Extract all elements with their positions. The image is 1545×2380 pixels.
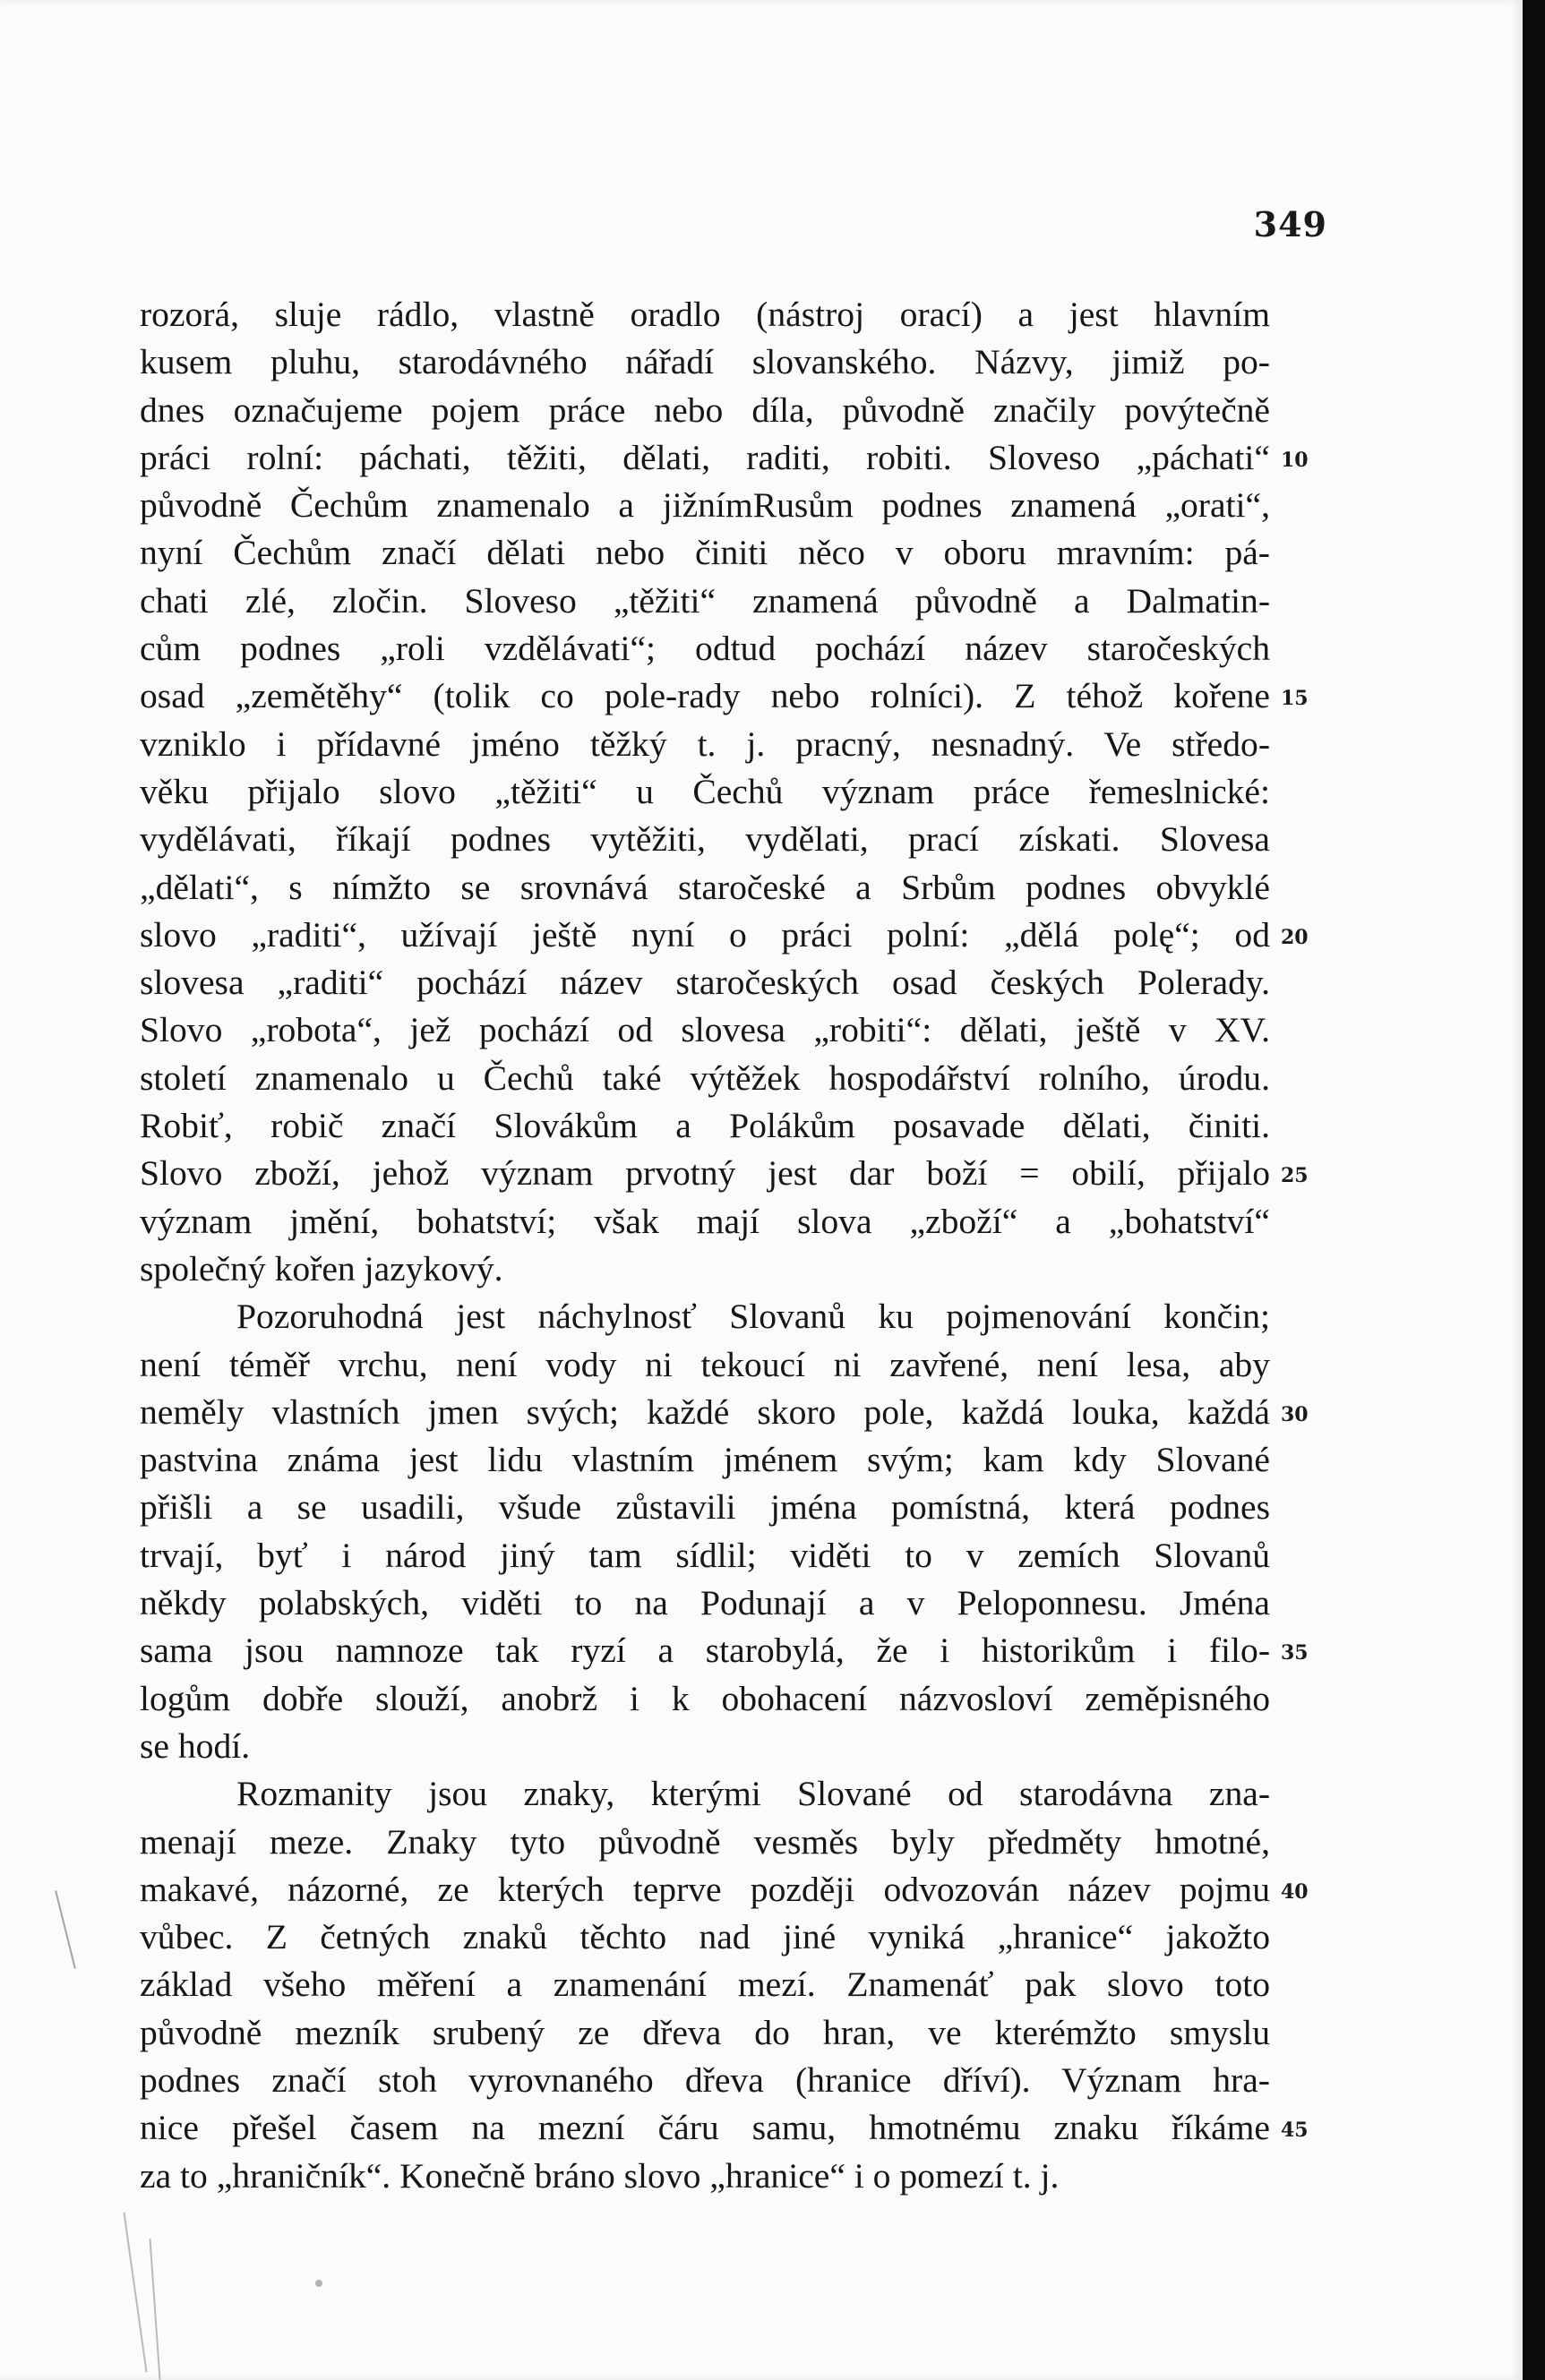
scan-artifact [55,1890,76,1969]
text-line: základ všeho měření a znamenání mezí. Znamenáť pak slovo toto [140,1965,1270,2005]
text-line: Pozoruhodná jest náchylnosť Slovanů ku pojmenování končin; [236,1297,1270,1337]
text-line: nice přešel časem na mezní čáru samu, hmotnému znaku říkáme [140,2108,1270,2148]
text-line: slovesa „raditi“ pochází název staročeských osad českých Polerady. [140,963,1270,1003]
page-number: 349 [1253,204,1327,244]
text-line: věku přijalo slovo „těžiti“ u Čechů význam práce řemeslnické: [140,771,1270,811]
text-line: Robiť, robič značí Slovákům a Polákům posavade dělati, činiti. [140,1106,1270,1146]
line-number: 10 [1281,448,1309,472]
text-line: menají meze. Znaky tyto původně vesměs byly předměty hmotné, [140,1821,1270,1862]
text-line: význam jmění, bohatství; však mají slova „zboží“ a „bohatství“ [140,1201,1270,1241]
body-text [140,291,1270,2200]
text-line: pastvina známa jest lidu vlastním jménem svým; kam kdy Slované [140,1440,1270,1480]
scan-border [1523,0,1545,2380]
text-line: nyní Čechům značí dělati nebo činiti něco v oboru mravním: pá- [140,533,1270,573]
text-line: původně mezník srubený ze dřeva do hran, ve kterémžto smyslu [140,2012,1270,2052]
scan-artifact [123,2213,147,2373]
text-line: rozorá, sluje rádlo, vlastně oradlo (nástroj orací) a jest hlavním [140,295,1270,334]
scan-artifact [149,2239,160,2380]
text-line: podnes značí stoh vyrovnaného dřeva (hranice dříví). Význam hra- [140,2059,1270,2100]
text-line: dnes označujeme pojem práce nebo díla, původně značily povýtečně [140,390,1270,430]
text-line: „dělati“, s nímžto se srovnává staročeské a Srbům podnes obvyklé [140,867,1270,907]
text-line: původně Čechům znamenalo a jižnímRusům podnes znamená „orati“, [140,485,1270,526]
text-line: chati zlé, zločin. Sloveso „těžiti“ znamená původně a Dalmatin- [140,580,1270,621]
text-line: neměly vlastních jmen svých; každé skoro pole, každá louka, každá [140,1391,1270,1432]
text-line: přišli a se usadili, všude zůstavili jména pomístná, která podnes [140,1487,1270,1528]
scan-artifact [315,2280,322,2287]
text-line: vzniklo i přídavné jméno těžký t. j. pracný, nesnadný. Ve středo- [140,723,1270,764]
text-line: Slovo „robota“, jež pochází od slovesa „robiti“: dělati, ještě v XV. [140,1010,1270,1050]
text-line: není téměř vrchu, není vody ni tekoucí ni zavřené, není lesa, aby [140,1344,1270,1384]
text-line: někdy polabských, viděti to na Podunají a v Peloponnesu. Jména [140,1583,1270,1623]
text-line: trvají, byť i národ jiný tam sídlil; viděti to v zemích Slovanů [140,1535,1270,1575]
line-number: 40 [1281,1879,1309,1904]
text-line: století znamenalo u Čechů také výtěžek hospodářství rolního, úrodu. [140,1057,1270,1098]
text-line: se hodí. [140,1725,251,1766]
line-number: 35 [1281,1641,1309,1665]
line-number: 30 [1281,1402,1309,1426]
text-line: Rozmanity jsou znaky, kterými Slované od starodávna zna- [236,1774,1270,1814]
text-line: vůbec. Z četných znaků těchto nad jiné vyniká „hranice“ jakožto [140,1917,1270,1957]
text-line: slovo „raditi“, užívají ještě nyní o práci polní: „dělá polę“; od [140,914,1270,955]
text-line: osad „zemětěhy“ (tolik co pole-rady nebo rolníci). Z téhož kořene [140,676,1270,716]
text-line: sama jsou namnoze tak ryzí a starobylá, že i historikům i filo- [140,1631,1270,1671]
line-number: 20 [1281,925,1309,949]
text-line: vydělávati, říkají podnes vytěžiti, vydělati, prací získati. Slovesa [140,819,1270,860]
line-number: 25 [1281,1164,1309,1188]
text-line: makavé, názorné, ze kterých teprve později odvozován název pojmu [140,1869,1270,1909]
line-number: 15 [1281,687,1309,711]
text-line: za to „hraničník“. Konečně bráno slovo „hranice“ i o pomezí t. j. [140,2155,1060,2196]
line-number: 45 [1281,2119,1309,2143]
text-line: kusem pluhu, starodávného nářadí slovanského. Názvy, jimiž po- [140,342,1270,382]
text-line: cům podnes „roli vzdělávati“; odtud pochází název staročeských [140,629,1270,669]
text-line: společný kořen jazykový. [140,1248,503,1288]
text-line: práci rolní: páchati, těžiti, dělati, raditi, robiti. Sloveso „páchati“ [140,437,1270,477]
text-line: Slovo zboží, jehož význam prvotný jest dar boží = obilí, přijalo [140,1153,1270,1194]
text-line: logům dobře slouží, anobrž i k obohacení názvosloví zeměpisného [140,1678,1270,1718]
